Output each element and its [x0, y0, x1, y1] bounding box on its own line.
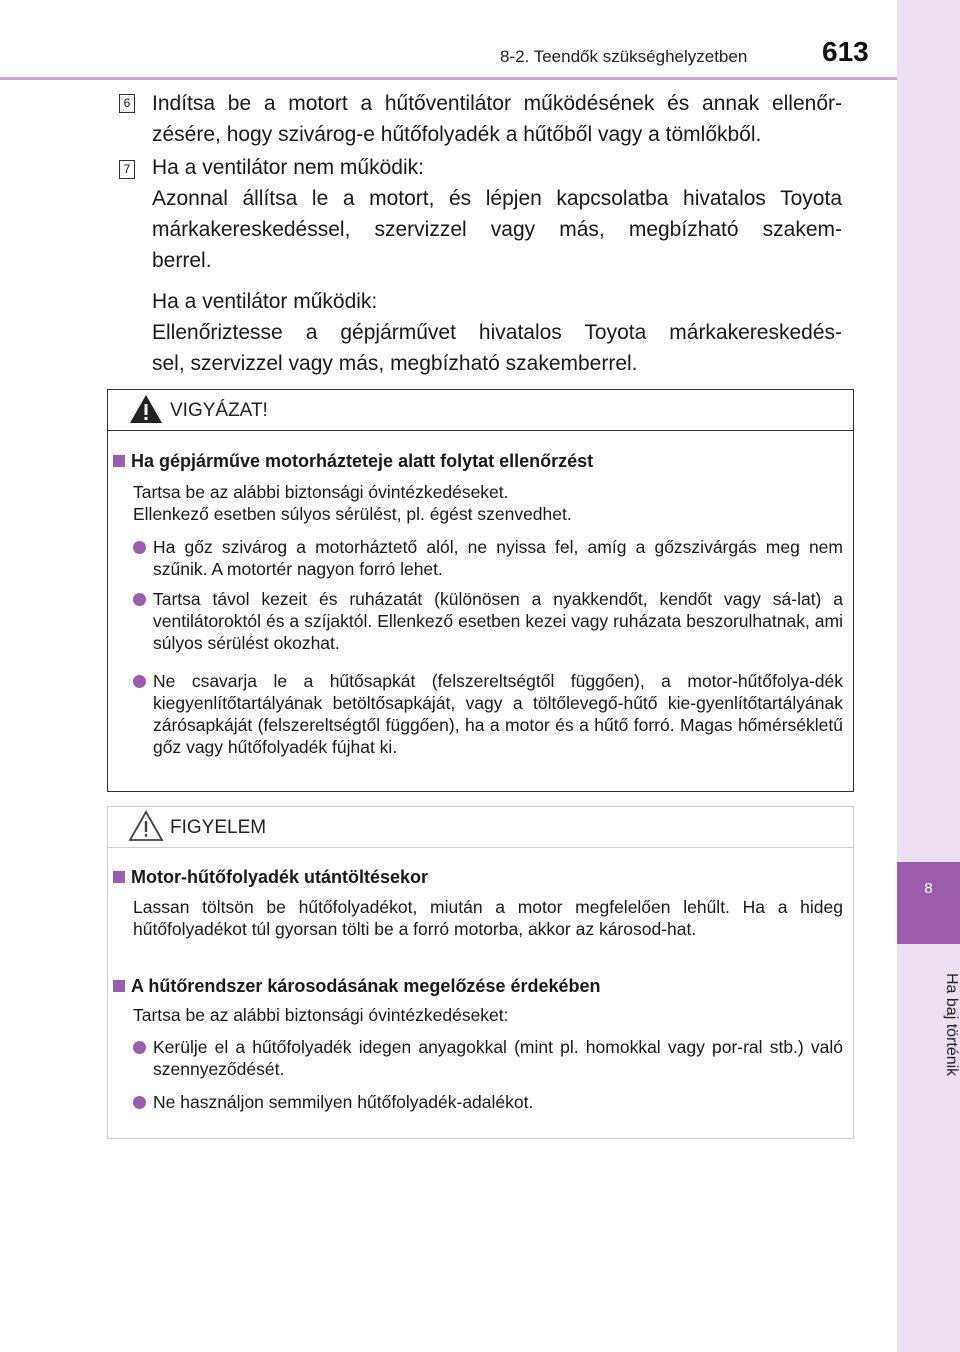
notice-section-intro: Tartsa be az alábbi biztonsági óvintézkedéseket:	[133, 1005, 509, 1025]
square-bullet-icon	[113, 980, 125, 992]
warning-bullet: Ne csavarja le a hűtősapkát (felszereltségtől függően), a motor-hűtőfolya-dék kiegyenlítőtartályának betöltősapkáját, vagy a töltőlevegő-hűtő kie-gyenlítőtartályának zárósapkáját (felszereltségtől függően), ha a motor és a hűtő forró. Magas hőmérsékletű gőz vagy hűtőfolyadék fújhat ki.	[133, 670, 843, 758]
step-6-text	[152, 88, 842, 150]
text-line: Indítsa be a motort a hűtőventilátor működésének és annak ellenőr-	[152, 92, 842, 115]
chapter-number: 8	[924, 880, 933, 897]
circle-bullet-icon	[133, 675, 146, 688]
text-line: berrel.	[152, 249, 212, 272]
warning-triangle-icon	[128, 393, 164, 425]
text-line: Azonnal állítsa le a motort, és lépjen kapcsolatba hivatalos Toyota	[152, 187, 842, 210]
text-line: Ellenkező esetben súlyos sérülést, pl. égést szenvedhet.	[133, 504, 572, 524]
step-number-7: 7	[119, 160, 135, 179]
step-7-text	[152, 152, 842, 276]
circle-bullet-icon	[133, 593, 146, 606]
notice-box	[107, 806, 854, 1139]
square-bullet-icon	[113, 455, 125, 467]
circle-bullet-icon	[133, 1096, 146, 1109]
text-line: Tartsa be az alábbi biztonsági óvintézkedéseket.	[133, 482, 509, 502]
warning-bullet: Ha gőz szivárog a motorháztető alól, ne nyissa fel, amíg a gőzszivárgás meg nem szűnik. A motortér nagyon forró lehet.	[133, 536, 843, 580]
text-line: Ellenőriztesse a gépjárművet hivatalos Toyota márkakereskedés-	[152, 321, 842, 344]
chapter-label: Ha baj történik	[943, 973, 960, 1077]
chapter-number-tab[interactable]	[897, 862, 960, 944]
text-line: zésére, hogy szivárog-e hűtőfolyadék a hűtőből vagy a tömlőkből.	[152, 123, 762, 146]
notice-section-title: Motor-hűtőfolyadék utántöltésekor	[113, 866, 848, 888]
square-bullet-icon	[113, 871, 125, 883]
warning-header	[108, 390, 853, 431]
warning-title: Ha gépjárműve motorházteteje alatt folytat ellenőrzést	[113, 450, 848, 472]
notice-section-title: A hűtőrendszer károsodásának megelőzése érdekében	[113, 975, 848, 997]
step-7-text-2	[152, 286, 842, 379]
header-rule	[0, 77, 897, 80]
notice-bullet: Kerülje el a hűtőfolyadék idegen anyagokkal (mint pl. homokkal vagy por-ral stb.) való szennyeződését.	[133, 1036, 843, 1080]
notice-label: FIGYELEM	[170, 817, 267, 838]
text-line: Ha a ventilátor működik:	[152, 290, 378, 313]
notice-section-text: Lassan töltsön be hűtőfolyadékot, miután a motor megfelelően lehűlt. Ha a hideg hűtőfolyadékot túl gyorsan tölti be a forró motorba, akkor az károsod-hat.	[133, 897, 843, 939]
caution-outline-icon	[128, 810, 164, 842]
warning-label: VIGYÁZAT!	[170, 400, 268, 421]
warning-bullet: Tartsa távol kezeit és ruházatát (különösen a nyakkendőt, kendőt vagy sá-lat) a ventilátoroktól és a szíjaktól. Ellenkező esetben kezei vagy ruházata beszorulhatnak, ami súlyos sérülést okozhat.	[133, 588, 843, 654]
notice-bullet: Ne használjon semmilyen hűtőfolyadék-adalékot.	[133, 1091, 843, 1113]
text-line: sel, szervizzel vagy más, megbízható szakemberrel.	[152, 352, 638, 375]
step-number-6: 6	[119, 94, 135, 113]
chapter-side-tab	[897, 0, 960, 1352]
text-line: Ha a ventilátor nem működik:	[152, 156, 424, 179]
page-number: 613	[822, 36, 869, 67]
circle-bullet-icon	[133, 1041, 146, 1054]
notice-header	[108, 807, 853, 848]
warning-intro	[133, 481, 843, 525]
circle-bullet-icon	[133, 541, 146, 554]
section-title: 8-2. Teendők szükséghelyzetben	[500, 47, 748, 66]
text-line: márkakereskedéssel, szervizzel vagy más, megbízható szakem-	[152, 218, 842, 241]
